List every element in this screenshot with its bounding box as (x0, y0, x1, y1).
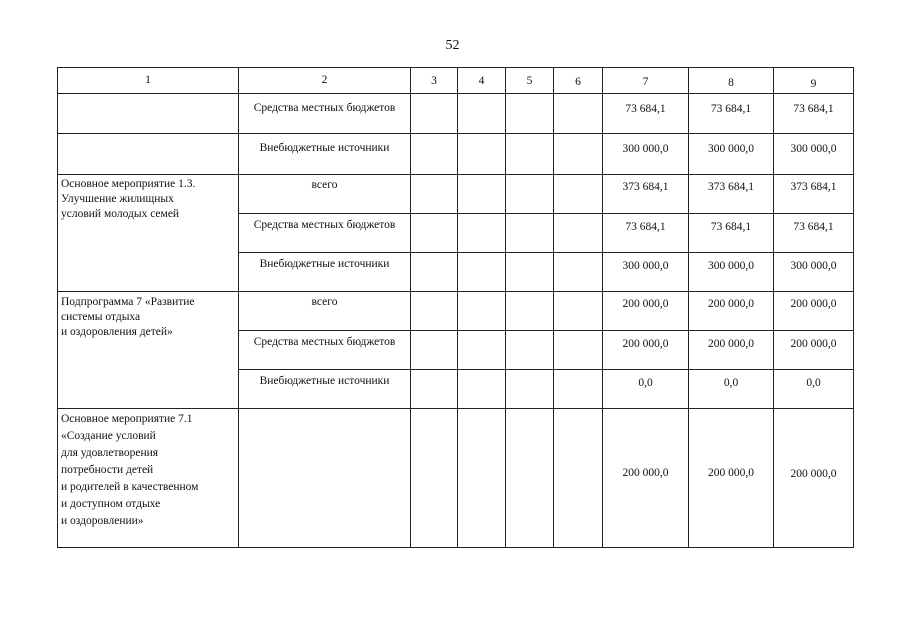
header-col-6: 6 (575, 76, 581, 88)
row-value-col9: 200 000,0 (790, 338, 837, 350)
row-value-col7: 300 000,0 (622, 260, 669, 272)
row-value-col7: 200 000,0 (622, 338, 669, 350)
row-value-col9: 200 000,0 (790, 298, 837, 310)
row-value-col9: 300 000,0 (790, 260, 837, 272)
row-value-col7: 200 000,0 (622, 298, 669, 310)
row-source: Внебюджетные источники (259, 142, 390, 154)
row-value-col8: 300 000,0 (708, 260, 754, 272)
row-name: Основное мероприятие 7.1 «Создание условий для удовлетворения потребности детей и родителей в качественном и доступном отдыхе и оздоровлении» (61, 413, 199, 527)
row-value-col9: 373 684,1 (790, 181, 837, 193)
row-value-col9: 200 000,0 (790, 468, 837, 480)
row-source: Внебюджетные источники (259, 258, 390, 270)
header-col-7: 7 (642, 76, 649, 88)
row-value-col8: 73 684,1 (710, 103, 752, 115)
row-value-col8: 200 000,0 (708, 467, 754, 479)
row-value-col9: 0,0 (806, 377, 821, 389)
header-col-4: 4 (478, 75, 485, 87)
row-source: всего (311, 179, 338, 191)
row-value-col7: 300 000,0 (622, 143, 669, 155)
row-value-col9: 300 000,0 (790, 143, 837, 155)
row-source: Внебюджетные источники (259, 375, 390, 387)
header-col-5: 5 (526, 75, 533, 87)
row-source: Средства местных бюджетов (253, 219, 396, 231)
row-value-col9: 73 684,1 (793, 221, 834, 233)
row-value-col8: 200 000,0 (708, 338, 754, 350)
row-source: Средства местных бюджетов (253, 102, 396, 114)
page-number: 52 (445, 38, 460, 53)
header-col-1: 1 (145, 74, 151, 86)
row-value-col8: 0,0 (723, 377, 739, 389)
row-value-col9: 73 684,1 (793, 103, 834, 115)
header-col-8: 8 (728, 77, 734, 89)
header-col-3: 3 (431, 75, 437, 87)
row-value-col8: 73 684,1 (710, 221, 752, 233)
row-name: Основное мероприятие 1.3. Улучшение жилищных условий молодых семей (61, 178, 196, 220)
header-col-9: 9 (810, 78, 817, 90)
row-value-col7: 0,0 (638, 377, 653, 389)
row-value-col7: 373 684,1 (622, 181, 669, 193)
row-value-col7: 73 684,1 (625, 103, 666, 115)
row-value-col8: 300 000,0 (708, 143, 754, 155)
row-value-col7: 73 684,1 (625, 221, 666, 233)
row-name: Подпрограмма 7 «Развитие системы отдыха и оздоровления детей» (61, 296, 195, 338)
header-col-2: 2 (321, 74, 328, 86)
row-source: Средства местных бюджетов (253, 336, 396, 348)
row-value-col8: 373 684,1 (708, 181, 754, 193)
row-source: всего (311, 296, 338, 308)
row-value-col8: 200 000,0 (708, 298, 754, 310)
row-value-col7: 200 000,0 (622, 467, 669, 479)
